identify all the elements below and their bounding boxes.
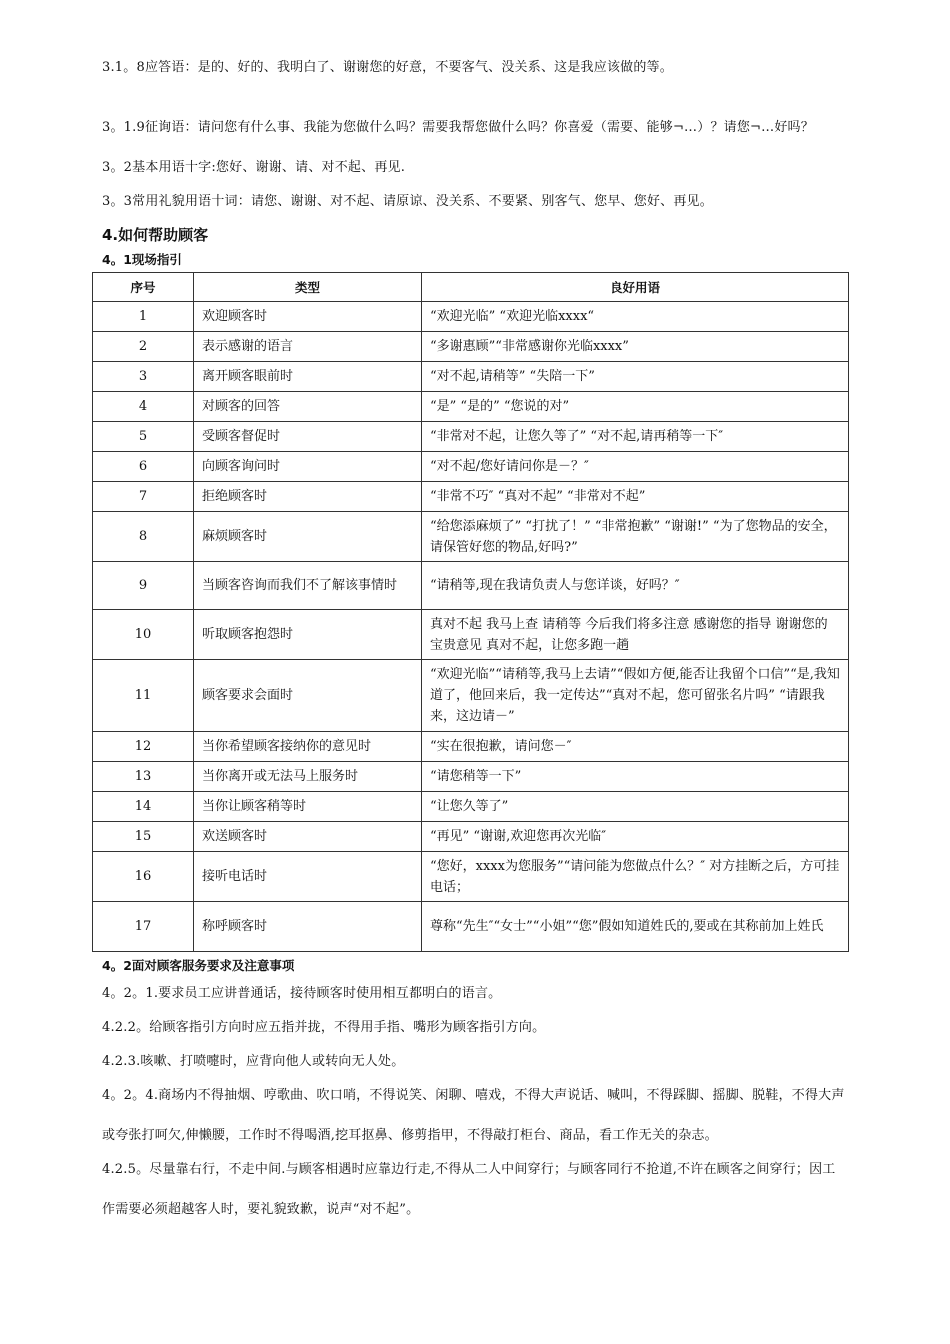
table-row <box>93 302 849 332</box>
cell-number: 16 <box>93 852 194 902</box>
cell-phrase: “对不起/您好请问你是－？″ <box>422 452 849 482</box>
cell-phrase: “是” “是的” “您说的对” <box>422 392 849 422</box>
cell-type: 称呼顾客时 <box>194 902 422 952</box>
paragraph-3-1-9: 3。1.9征询语：请问您有什么事、我能为您做什么吗？需要我帮您做什么吗？你喜爱（需要、能够¬…）？请您¬…好吗？ <box>102 120 814 135</box>
table-row <box>93 660 849 732</box>
paragraph-3-1-8: 3.1。8应答语：是的、好的、我明白了、谢谢您的好意，不要客气、没关系、这是我应该做的等。 <box>102 60 673 75</box>
cell-type: 受顾客督促时 <box>194 422 422 452</box>
table-row <box>93 362 849 392</box>
paragraph-4-2-5: 4.2.5。尽量靠右行，不走中间.与顾客相遇时应靠边行走,不得从二人中间穿行；与顾客同行不抢道,不许在顾客之间穿行；因工作需要必须超越客人时，要礼貌致歉，说声“对不起”。 <box>102 1162 836 1217</box>
table-row <box>93 610 849 660</box>
cell-type: 麻烦顾客时 <box>194 512 422 562</box>
cell-type: 听取顾客抱怨时 <box>194 610 422 660</box>
cell-phrase: “让您久等了” <box>422 792 849 822</box>
paragraph-4-2-4: 4。2。4.商场内不得抽烟、哼歌曲、吹口哨，不得说笑、闲聊、嘻戏，不得大声说话、喊叫，不得踩脚、摇脚、脱鞋，不得大声或夸张打呵欠,伸懒腰，工作时不得喝酒,挖耳抠鼻、修剪指甲，不得敲打柜台、商品，看工作无关的杂志。 <box>102 1088 845 1143</box>
table-row <box>93 392 849 422</box>
table-row <box>93 822 849 852</box>
cell-type: 当你让顾客稍等时 <box>194 792 422 822</box>
paragraph-3-3: 3。3常用礼貌用语十词：请您、谢谢、对不起、请原谅、没关系、不要紧、别客气、您早、您好、再见。 <box>102 194 713 209</box>
cell-phrase: 真对不起 我马上查 请稍等 今后我们将多注意 感谢您的指导 谢谢您的宝贵意见 真对不起，让您多跑一趟 <box>422 610 849 660</box>
table-body <box>93 302 849 952</box>
cell-number: 10 <box>93 610 194 660</box>
table-row <box>93 482 849 512</box>
cell-phrase: “对不起,请稍等” “失陪一下” <box>422 362 849 392</box>
cell-phrase: “欢迎光临” “欢迎光临xxxx“ <box>422 302 849 332</box>
cell-phrase: 尊称“先生″“女士”“小姐”“您”假如知道姓氏的,要或在其称前加上姓氏 <box>422 902 849 952</box>
cell-type: 当你希望顾客接纳你的意见时 <box>194 732 422 762</box>
cell-number: 13 <box>93 762 194 792</box>
cell-number: 8 <box>93 512 194 562</box>
cell-phrase: “请您稍等一下” <box>422 762 849 792</box>
header-number: 序号 <box>93 273 194 302</box>
cell-number: 7 <box>93 482 194 512</box>
paragraph-3-2: 3。2基本用语十字:您好、谢谢、请、对不起、再见. <box>102 160 406 175</box>
cell-number: 2 <box>93 332 194 362</box>
table-row <box>93 452 849 482</box>
paragraph-4-2-1: 4。2。1.要求员工应讲普通话，接待顾客时使用相互都明白的语言。 <box>102 986 502 1001</box>
subsection-heading-on-site-guidance: 4。1现场指引 <box>102 252 182 267</box>
phrase-table <box>92 272 849 952</box>
table-row <box>93 852 849 902</box>
header-phrase: 良好用语 <box>422 273 849 302</box>
subsection-heading-service-requirements: 4。2面对顾客服务要求及注意事项 <box>102 958 295 973</box>
cell-type: 接听电话时 <box>194 852 422 902</box>
cell-number: 9 <box>93 562 194 610</box>
cell-type: 欢送顾客时 <box>194 822 422 852</box>
table-row <box>93 762 849 792</box>
cell-type: 欢迎顾客时 <box>194 302 422 332</box>
table-row <box>93 902 849 952</box>
cell-phrase: “非常对不起，让您久等了” “对不起,请再稍等一下″ <box>422 422 849 452</box>
cell-number: 3 <box>93 362 194 392</box>
cell-phrase: “欢迎光临”“请稍等,我马上去请”“假如方便,能否让我留个口信”“是,我知道了，他回来后，我一定传达”“真对不起，您可留张名片吗” “请跟我来，这边请－” <box>422 660 849 732</box>
table-row <box>93 792 849 822</box>
cell-phrase: “您好，xxxx为您服务”“请问能为您做点什么？″ 对方挂断之后，方可挂电话； <box>422 852 849 902</box>
cell-number: 5 <box>93 422 194 452</box>
cell-number: 1 <box>93 302 194 332</box>
cell-number: 12 <box>93 732 194 762</box>
header-type: 类型 <box>194 273 422 302</box>
cell-type: 对顾客的回答 <box>194 392 422 422</box>
cell-number: 11 <box>93 660 194 732</box>
cell-number: 17 <box>93 902 194 952</box>
cell-phrase: “请稍等,现在我请负责人与您详谈，好吗？″ <box>422 562 849 610</box>
cell-number: 14 <box>93 792 194 822</box>
cell-type: 顾客要求会面时 <box>194 660 422 732</box>
table-row <box>93 512 849 562</box>
cell-phrase: “实在很抱歉，请问您－″ <box>422 732 849 762</box>
table-row <box>93 562 849 610</box>
cell-type: 表示感谢的语言 <box>194 332 422 362</box>
cell-phrase: “非常不巧″ “真对不起” “非常对不起” <box>422 482 849 512</box>
cell-number: 15 <box>93 822 194 852</box>
cell-phrase: “给您添麻烦了” “打扰了！” “非常抱歉” “谢谢!” “为了您物品的安全，请保管好您的物品,好吗?” <box>422 512 849 562</box>
cell-type: 当你离开或无法马上服务时 <box>194 762 422 792</box>
table-header-row <box>93 273 849 302</box>
section-heading: 4.如何帮助顾客 <box>102 226 209 244</box>
cell-number: 6 <box>93 452 194 482</box>
cell-type: 离开顾客眼前时 <box>194 362 422 392</box>
cell-phrase: “多谢惠顾”“非常感谢你光临xxxx” <box>422 332 849 362</box>
cell-type: 当顾客咨询而我们不了解该事情时 <box>194 562 422 610</box>
paragraph-4-2-2: 4.2.2。给顾客指引方向时应五指并拢，不得用手指、嘴形为顾客指引方向。 <box>102 1020 546 1035</box>
cell-type: 向顾客询问时 <box>194 452 422 482</box>
paragraph-4-2-3: 4.2.3.咳嗽、打喷嚏时，应背向他人或转向无人处。 <box>102 1054 405 1069</box>
table-row <box>93 732 849 762</box>
cell-type: 拒绝顾客时 <box>194 482 422 512</box>
table-row <box>93 422 849 452</box>
cell-number: 4 <box>93 392 194 422</box>
cell-phrase: “再见” “谢谢,欢迎您再次光临″ <box>422 822 849 852</box>
table-row <box>93 332 849 362</box>
